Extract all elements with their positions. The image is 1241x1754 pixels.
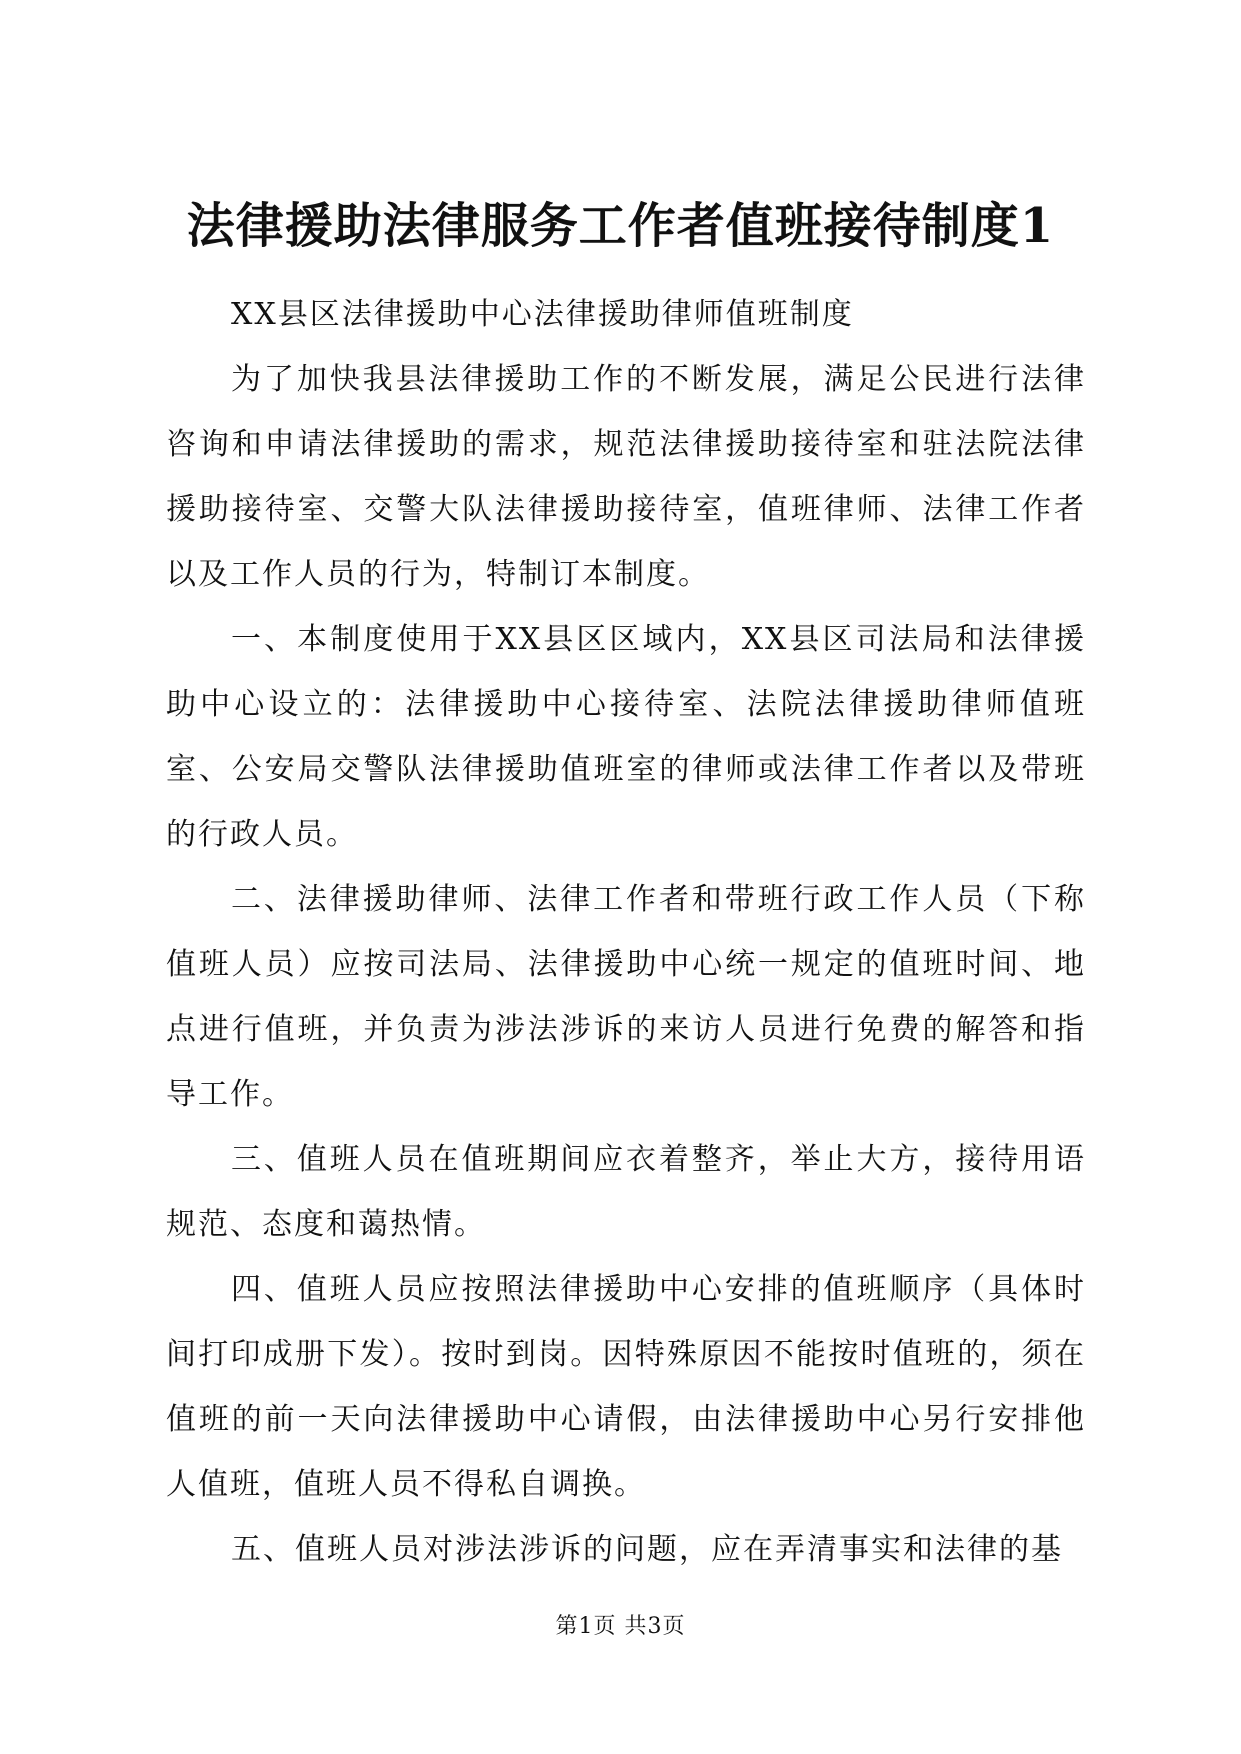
page-number-footer: 第1页 共3页 (555, 1614, 686, 1639)
paragraph-clause-3: 三、值班人员在值班期间应衣着整齐，举止大方，接待用语规范、态度和蔼热情。 (166, 1142, 1086, 1242)
paragraph-clause-5: 五、值班人员对涉法涉诉的问题，应在弄清事实和法律的基 (231, 1532, 1063, 1567)
paragraph-intro: 为了加快我县法律援助工作的不断发展，满足公民进行法律咨询和申请法律援助的需求，规范法律援助接待室和驻法院法律援助接待室、交警大队法律援助接待室，值班律师、法律工作者以及工作人员的行为，特制订本制度。 (166, 362, 1086, 592)
paragraph-clause-4: 四、值班人员应按照法律援助中心安排的值班顺序（具体时间打印成册下发）。按时到岗。因特殊原因不能按时值班的，须在值班的前一天向法律援助中心请假，由法律援助中心另行安排他人值班，值班人员不得私自调换。 (166, 1272, 1086, 1502)
document-subtitle: XX县区法律援助中心法律援助律师值班制度 (231, 297, 854, 332)
document-title: 法律援助法律服务工作者值班接待制度1 (186, 198, 1055, 254)
document-body (166, 282, 1086, 1582)
paragraph-clause-2: 二、法律援助律师、法律工作者和带班行政工作人员（下称值班人员）应按司法局、法律援助中心统一规定的值班时间、地点进行值班，并负责为涉法涉诉的来访人员进行免费的解答和指导工作。 (166, 882, 1086, 1112)
paragraph-clause-1: 一、本制度使用于XX县区区域内，XX县区司法局和法律援助中心设立的：法律援助中心接待室、法院法律援助律师值班室、公安局交警队法律援助值班室的律师或法律工作者以及带班的行政人员。 (166, 622, 1086, 852)
